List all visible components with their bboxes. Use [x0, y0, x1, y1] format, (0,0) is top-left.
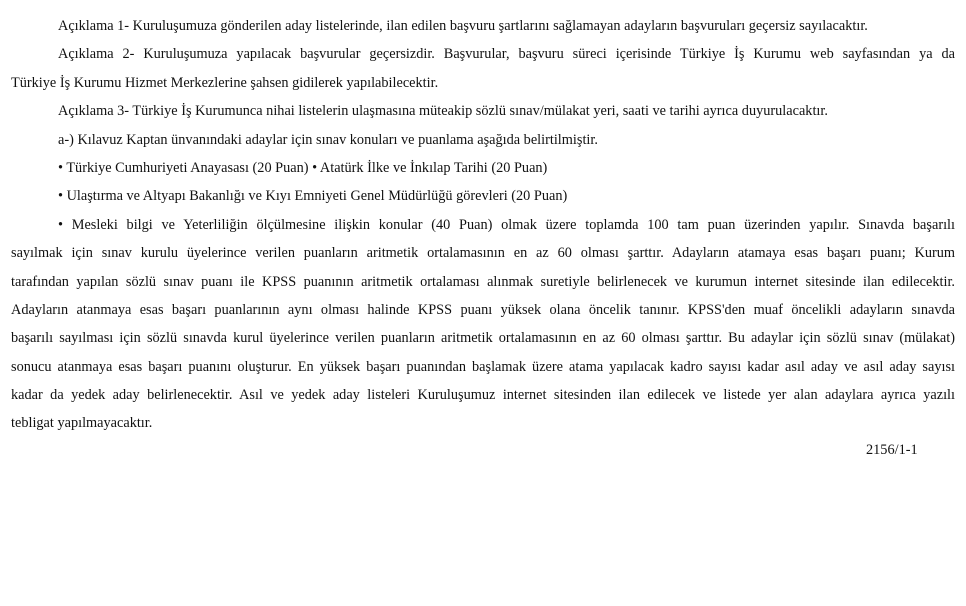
note-3: Açıklama 3- Türkiye İş Kurumunca nihai listelerin ulaşmasına müteakip sözlü sınav/mülakat yeri, saati ve tarihi ayrıca duyurulacaktır. [58, 103, 828, 120]
scoring-line-5: başarılı sayılması için sözlü sınavda kurul üyelerince verilen puanların aritmetik ortalamasının en az 60 olması şarttır. Bu adaylar için sözlü sınav (mülakat) [11, 330, 955, 347]
note-2-line-2: Türkiye İş Kurumu Hizmet Merkezlerine şahsen gidilerek yapılabilecektir. [11, 74, 439, 91]
topic-bullet-2: • Ulaştırma ve Altyapı Bakanlığı ve Kıyı Emniyeti Genel Müdürlüğü görevleri (20 Puan) [58, 188, 568, 205]
document-body [11, 12, 955, 438]
scoring-line-4: Adayların atanmaya esas başarı puanlarının aynı olması halinde KPSS puanı yüksek olana öncelik tanınır. KPSS'den muaf öncelikli adayların sınavda [11, 301, 955, 318]
note-1: Açıklama 1- Kuruluşumuza gönderilen aday listelerinde, ilan edilen başvuru şartlarını sağlamayan adayların başvuruları geçersiz sayılacaktır. [58, 18, 868, 34]
scoring-line-6: sonucu atanmaya esas başarı puanını oluşturur. En yüksek başarı puanından başlamak üzere atama yapılacak kadro sayısı kadar asıl aday ve asıl aday sayısı [11, 358, 955, 375]
scoring-line-3: tarafından yapılan sözlü sınav puanı ile KPSS puanının aritmetik ortalaması alınmak suretiyle belirlenecek ve kurumun internet sitesinde ilan edilecektir. [11, 273, 955, 290]
topic-bullet-3-line-1: • Mesleki bilgi ve Yeterliliğin ölçülmesine ilişkin konular (40 Puan) olmak üzere toplamda 100 tam puan üzerinden yapılır. Sınavda başarılı [58, 216, 955, 233]
scoring-line-7: kadar da yedek aday belirlenecektir. Asıl ve yedek aday listeleri Kuruluşumuz internet sitesinden ilan edilecek ve listede yer alan adaylara ayrıca yazılı [11, 387, 955, 404]
scoring-line-8: tebligat yapılmayacaktır. [11, 415, 153, 432]
topic-bullet-1: • Türkiye Cumhuriyeti Anayasası (20 Puan) • Atatürk İlke ve İnkılap Tarihi (20 Puan) [58, 159, 548, 176]
scoring-line-2: sayılmak için sınav kurulu üyelerince verilen puanların aritmetik ortalamasının en az 60 olması şarttır. Adayların atamaya esas başarı puanı; Kurum [11, 245, 955, 262]
reference-number: 2156/1-1 [866, 442, 918, 458]
note-2-line-1: Açıklama 2- Kuruluşumuza yapılacak başvurular geçersizdir. Başvurular, başvuru süreci içerisinde Türkiye İş Kurumu web sayfasından ya da [58, 46, 955, 63]
exam-topics-intro: a-) Kılavuz Kaptan ünvanındaki adaylar için sınav konuları ve puanlama aşağıda belirtilmiştir. [58, 131, 598, 148]
